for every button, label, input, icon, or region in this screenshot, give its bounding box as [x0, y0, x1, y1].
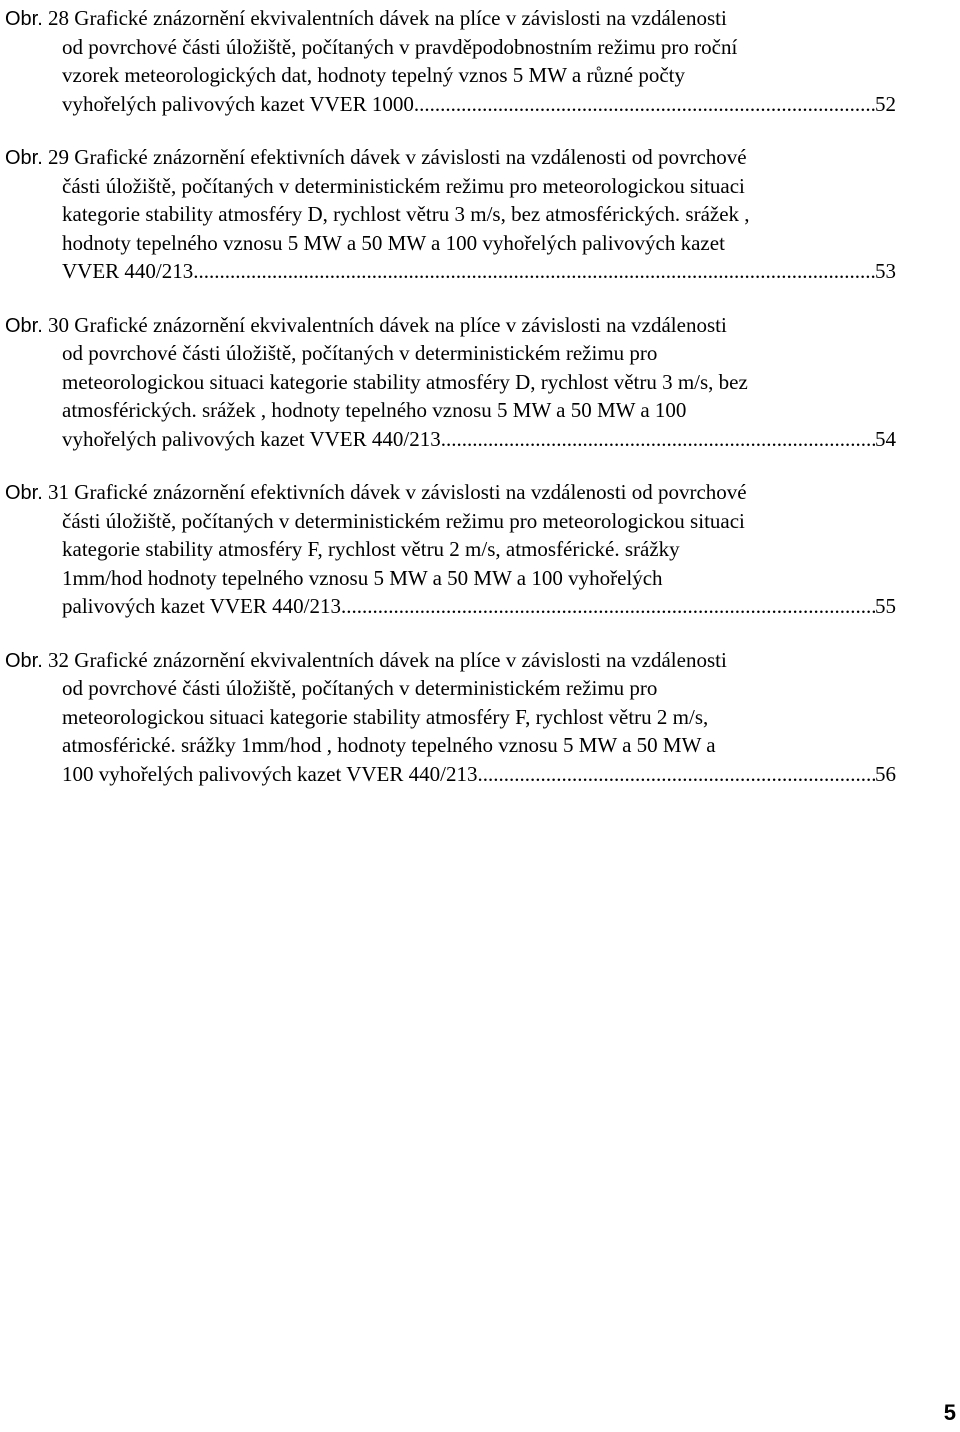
toc-page-ref[interactable]: 55	[875, 594, 896, 618]
dot-leader	[477, 760, 875, 789]
toc-entry-obr-29[interactable]	[0, 143, 960, 286]
toc-entry-line: od povrchové části úložiště, počítaných v deterministickém režimu pro	[62, 676, 658, 700]
figure-prefix: Obr.	[5, 482, 43, 504]
figure-prefix: Obr.	[5, 314, 43, 337]
toc-entry-text: palivových kazet VVER 440/213	[62, 594, 341, 618]
figure-prefix: Obr.	[5, 147, 43, 169]
toc-entry-text: vyhořelých palivových kazet VVER 440/213	[62, 426, 441, 451]
toc-entry-line: od povrchové části úložiště, počítaných v deterministickém režimu pro	[62, 341, 658, 365]
toc-entry-first-line	[0, 143, 960, 172]
toc-entry-line: hodnoty tepelného vznosu 5 MW a 50 MW a 100 vyhořelých palivových kazet	[62, 230, 725, 255]
toc-entry-last-line	[0, 257, 896, 286]
toc-entry-line: meteorologickou situaci kategorie stability atmosféry F, rychlost větru 2 m/s,	[62, 704, 709, 729]
figure-prefix: Obr.	[5, 8, 43, 30]
toc-entry-obr-30[interactable]	[0, 311, 960, 454]
dot-leader	[193, 257, 875, 286]
toc-entry-text: VVER 440/213	[62, 259, 194, 283]
toc-page-ref[interactable]: 54	[875, 426, 896, 451]
toc-entry-line: vzorek meteorologických dat, hodnoty tepelný vznos 5 MW a různé počty	[62, 63, 686, 87]
toc-entry-last-line	[0, 592, 896, 621]
toc-entry-line: atmosférických. srážek , hodnoty tepelného vznosu 5 MW a 50 MW a 100	[62, 398, 687, 422]
toc-entry-line: od povrchové části úložiště, počítaných v pravděpodobnostním režimu pro roční	[62, 34, 738, 59]
toc-page-ref[interactable]: 52	[875, 91, 896, 116]
toc-entry-first-line	[0, 646, 960, 675]
toc-entry-last-line	[0, 90, 896, 119]
toc-entry-text: 100 vyhořelých palivových kazet VVER 440/213	[62, 761, 478, 786]
toc-entry-last-line	[0, 760, 896, 789]
toc-entry-obr-28[interactable]	[0, 4, 960, 118]
toc-entry-first-line	[0, 478, 960, 507]
toc-entry-text: 32 Grafické znázornění ekvivalentních dávek na plíce v závislosti na vzdálenosti	[42, 647, 727, 672]
toc-entry-obr-32[interactable]	[0, 646, 960, 789]
toc-entry-line: kategorie stability atmosféry D, rychlost větru 3 m/s, bez atmosférických. srážek ,	[62, 202, 750, 226]
toc-entry-line: meteorologickou situaci kategorie stability atmosféry D, rychlost větru 3 m/s, bez	[62, 369, 748, 394]
dot-leader	[341, 592, 875, 621]
list-of-figures	[0, 4, 960, 813]
toc-entry-line: kategorie stability atmosféry F, rychlost větru 2 m/s, atmosférické. srážky	[62, 537, 680, 561]
page-number: 5	[943, 1400, 956, 1425]
dot-leader	[441, 425, 875, 454]
toc-entry-line: části úložiště, počítaných v deterministickém režimu pro meteorologickou situaci	[62, 173, 745, 198]
figure-prefix: Obr.	[5, 649, 43, 672]
toc-page-ref[interactable]: 53	[875, 259, 896, 283]
toc-entry-first-line	[0, 311, 960, 340]
toc-entry-text: 28 Grafické znázornění ekvivalentních dávek na plíce v závislosti na vzdálenosti	[42, 6, 727, 30]
toc-entry-first-line	[0, 4, 960, 33]
toc-entry-last-line	[0, 425, 896, 454]
dot-leader	[419, 90, 875, 119]
toc-entry-line: 1mm/hod hodnoty tepelného vznosu 5 MW a 50 MW a 100 vyhořelých	[62, 565, 663, 590]
toc-entry-obr-31[interactable]	[0, 478, 960, 621]
toc-entry-text: 29 Grafické znázornění efektivních dávek v závislosti na vzdálenosti od povrchové	[42, 145, 747, 169]
toc-entry-text: 30 Grafické znázornění ekvivalentních dávek na plíce v závislosti na vzdálenosti	[42, 312, 727, 337]
toc-entry-text: 31 Grafické znázornění efektivních dávek v závislosti na vzdálenosti od povrchové	[42, 480, 747, 504]
toc-entry-text: vyhořelých palivových kazet VVER 1000.	[62, 91, 420, 116]
toc-page-ref[interactable]: 56	[875, 761, 896, 786]
toc-entry-line: atmosférické. srážky 1mm/hod , hodnoty tepelného vznosu 5 MW a 50 MW a	[62, 733, 716, 757]
toc-entry-line: části úložiště, počítaných v deterministickém režimu pro meteorologickou situaci	[62, 508, 745, 533]
